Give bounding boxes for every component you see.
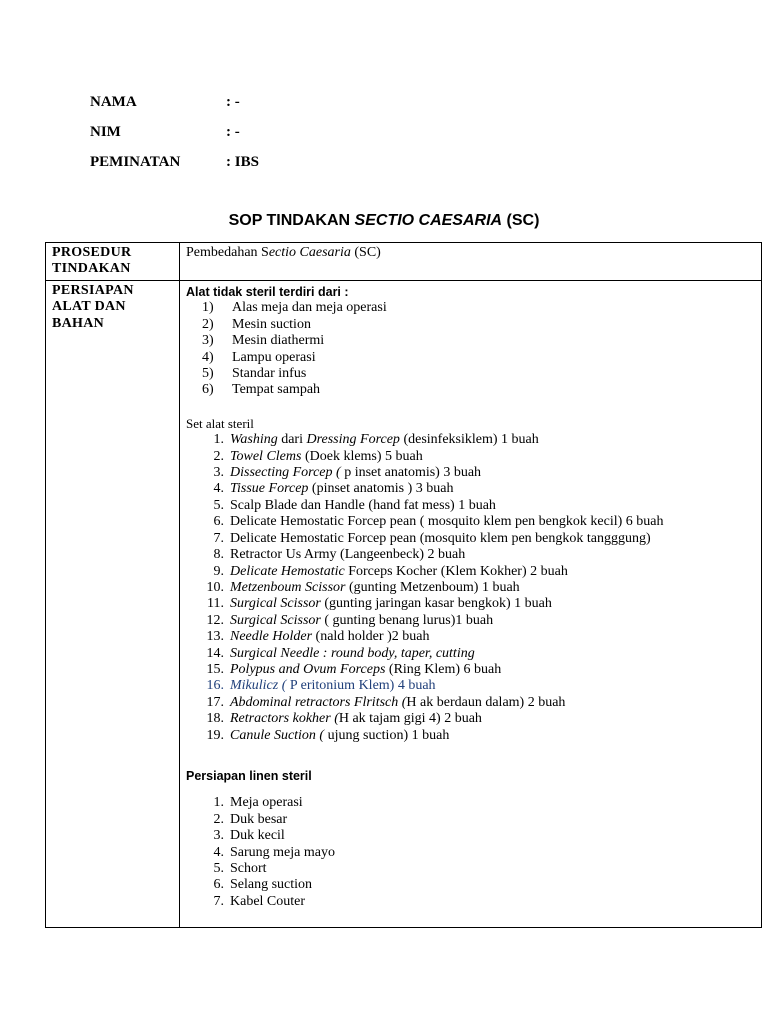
list-item bbox=[186, 531, 755, 547]
nama-value: : - bbox=[226, 94, 240, 110]
nama-label: NAMA bbox=[90, 94, 137, 110]
item-number: 10. bbox=[206, 579, 224, 595]
prosedur-label: PROSEDUR TINDAKAN bbox=[46, 243, 180, 281]
list-item bbox=[186, 449, 755, 465]
list-item bbox=[186, 662, 755, 678]
list-item bbox=[186, 498, 755, 514]
item-text: Forceps Kocher (Klem Kokher) 2 buah bbox=[344, 563, 568, 579]
item-number: 6. bbox=[213, 514, 224, 530]
item-italic: Mikulicz ( bbox=[230, 678, 290, 694]
item-italic: Abdominal retractors Flritsch ( bbox=[230, 694, 407, 710]
item-text: Delicate Hemostatic Forcep pean (mosquito klem pen bengkok tangggung) bbox=[230, 530, 651, 546]
nonsterile-list bbox=[186, 300, 755, 398]
list-item bbox=[186, 350, 755, 366]
sterile-heading: Set alat steril bbox=[186, 415, 254, 431]
prosedur-row bbox=[46, 243, 762, 281]
item-number: 6) bbox=[202, 382, 214, 398]
item-number: 3. bbox=[213, 465, 224, 481]
nim-row bbox=[90, 124, 240, 141]
item-text: (desinfeksiklem) 1 buah bbox=[399, 432, 539, 448]
nim-label: NIM bbox=[90, 124, 121, 140]
item-text: Sarung meja mayo bbox=[230, 844, 335, 860]
item-text: (Ring Klem) 6 buah bbox=[385, 661, 502, 677]
list-item bbox=[186, 795, 755, 811]
item-text: Meja operasi bbox=[230, 795, 303, 811]
list-item bbox=[186, 678, 755, 694]
item-number: 1. bbox=[213, 432, 224, 448]
list-item bbox=[186, 695, 755, 711]
item-number: 1. bbox=[213, 795, 224, 811]
item-number: 4. bbox=[213, 481, 224, 497]
item-text: Duk besar bbox=[230, 811, 288, 827]
item-text: P eritonium Klem) 4 buah bbox=[289, 678, 436, 694]
list-item bbox=[186, 877, 755, 893]
list-item bbox=[186, 465, 755, 481]
list-item bbox=[186, 564, 755, 580]
list-item bbox=[186, 828, 755, 844]
title-italic: SECTIO CAESARIA bbox=[354, 212, 503, 229]
item-number: 17. bbox=[206, 694, 224, 710]
list-item bbox=[186, 317, 755, 333]
list-item bbox=[186, 845, 755, 861]
nim-value: : - bbox=[226, 124, 240, 140]
list-item bbox=[186, 333, 755, 349]
item-text: ( gunting benang lurus)1 buah bbox=[320, 612, 494, 628]
item-italic: Dressing Forcep bbox=[306, 432, 400, 448]
document-title bbox=[0, 212, 768, 230]
item-text: p inset anatomis) 3 buah bbox=[344, 465, 482, 481]
item-text: Retractor Us Army (Langeenbeck) 2 buah bbox=[230, 547, 466, 563]
peminatan-row bbox=[90, 154, 259, 171]
item-text: Alas meja dan meja operasi bbox=[232, 300, 387, 316]
item-number: 18. bbox=[206, 711, 224, 727]
list-item bbox=[186, 596, 755, 612]
list-item bbox=[186, 861, 755, 877]
item-text: Mesin suction bbox=[232, 316, 311, 332]
item-text: Schort bbox=[230, 861, 267, 876]
list-item bbox=[186, 547, 755, 563]
item-text: ujung suction) 1 buah bbox=[327, 727, 450, 743]
item-number: 2. bbox=[213, 448, 224, 464]
persiapan-content bbox=[180, 281, 762, 928]
item-text: Standar infus bbox=[232, 366, 307, 382]
nama-row bbox=[90, 94, 240, 111]
item-text: H ak tajam gigi 4) 2 buah bbox=[338, 711, 482, 727]
sterile-list bbox=[186, 432, 755, 744]
list-item bbox=[186, 629, 755, 645]
item-text: Scalp Blade dan Handle (hand fat mess) 1 buah bbox=[230, 497, 496, 513]
item-text: Duk kecil bbox=[230, 828, 285, 844]
item-number: 5. bbox=[213, 861, 224, 876]
item-italic: Metzenboum Scissor bbox=[230, 579, 346, 595]
persiapan-row bbox=[46, 281, 762, 928]
peminatan-label: PEMINATAN bbox=[90, 154, 181, 170]
item-text: Kabel Couter bbox=[230, 893, 306, 909]
item-number: 3) bbox=[202, 333, 214, 349]
list-item bbox=[186, 646, 755, 662]
list-item bbox=[186, 514, 755, 530]
sop-table bbox=[45, 242, 762, 928]
item-number: 1) bbox=[202, 300, 214, 316]
item-number: 6. bbox=[213, 877, 224, 893]
item-number: 14. bbox=[206, 645, 224, 661]
list-item bbox=[186, 728, 755, 744]
item-italic: Tissue Forcep bbox=[230, 481, 309, 497]
item-italic: Dissecting Forcep ( bbox=[230, 465, 345, 481]
item-text: (gunting Metzenboum) 1 buah bbox=[345, 579, 520, 595]
prosedur-text-a: Pembedahan S bbox=[186, 245, 269, 260]
item-italic: Surgical Scissor bbox=[230, 596, 321, 612]
list-item bbox=[186, 382, 755, 398]
list-item bbox=[186, 613, 755, 629]
item-italic: Canule Suction ( bbox=[230, 727, 328, 743]
item-number: 9. bbox=[213, 563, 224, 579]
item-text: dari bbox=[277, 432, 307, 448]
item-text: (pinset anatomis ) 3 buah bbox=[308, 481, 454, 497]
item-text: (Doek klems) 5 buah bbox=[301, 448, 423, 464]
linen-heading: Persiapan linen steril bbox=[186, 768, 312, 783]
title-suffix: (SC) bbox=[502, 212, 540, 229]
item-number: 8. bbox=[213, 547, 224, 563]
item-number: 2) bbox=[202, 316, 214, 332]
list-item bbox=[186, 812, 755, 828]
list-item bbox=[186, 432, 755, 448]
item-number: 4) bbox=[202, 349, 214, 365]
item-text: H ak berdaun dalam) 2 buah bbox=[406, 694, 566, 710]
item-number: 2. bbox=[213, 811, 224, 827]
list-item bbox=[186, 366, 755, 382]
item-text: Tempat sampah bbox=[232, 382, 321, 398]
linen-list bbox=[186, 795, 755, 910]
item-number: 7. bbox=[213, 893, 224, 909]
item-italic: Surgical Scissor bbox=[230, 612, 321, 628]
item-text: Selang suction bbox=[230, 877, 313, 893]
list-item bbox=[186, 894, 755, 910]
item-italic: Towel Clems bbox=[230, 448, 302, 464]
item-number: 5) bbox=[202, 366, 214, 382]
item-text: Mesin diathermi bbox=[232, 333, 325, 349]
item-number: 11. bbox=[207, 596, 224, 612]
list-item bbox=[186, 580, 755, 596]
item-text: (nald holder )2 buah bbox=[312, 629, 430, 645]
item-number: 5. bbox=[213, 497, 224, 513]
item-italic: Washing bbox=[230, 432, 278, 448]
item-italic: Delicate Hemostatic bbox=[230, 563, 345, 579]
item-number: 4. bbox=[213, 844, 224, 860]
item-number: 13. bbox=[206, 629, 224, 645]
item-italic: Surgical Needle : round body, taper, cutting bbox=[230, 645, 475, 661]
persiapan-label: PERSIAPAN ALAT DAN BAHAN bbox=[46, 281, 180, 928]
title-prefix: SOP TINDAKAN bbox=[228, 212, 355, 229]
item-number: 16. bbox=[206, 678, 224, 694]
prosedur-content bbox=[180, 243, 762, 281]
item-number: 7. bbox=[213, 530, 224, 546]
item-number: 12. bbox=[206, 612, 224, 628]
item-text: Delicate Hemostatic Forcep pean ( mosquito klem pen bengkok kecil) 6 buah bbox=[230, 514, 664, 530]
item-italic: Needle Holder bbox=[230, 629, 313, 645]
nonsterile-heading: Alat tidak steril terdiri dari : bbox=[186, 285, 349, 299]
item-number: 3. bbox=[213, 828, 224, 844]
item-text: Lampu operasi bbox=[232, 349, 316, 365]
prosedur-text-c: (SC) bbox=[350, 245, 381, 260]
item-number: 19. bbox=[206, 727, 224, 743]
list-item bbox=[186, 481, 755, 497]
peminatan-value: : IBS bbox=[226, 154, 259, 170]
item-italic: Polypus and Ovum Forceps bbox=[230, 661, 386, 677]
item-text: (gunting jaringan kasar bengkok) 1 buah bbox=[320, 596, 552, 612]
item-italic: Retractors kokher ( bbox=[230, 711, 339, 727]
prosedur-text-b: ectio Caesaria bbox=[268, 245, 351, 260]
item-number: 15. bbox=[206, 661, 224, 677]
list-item bbox=[186, 300, 755, 316]
list-item bbox=[186, 711, 755, 727]
